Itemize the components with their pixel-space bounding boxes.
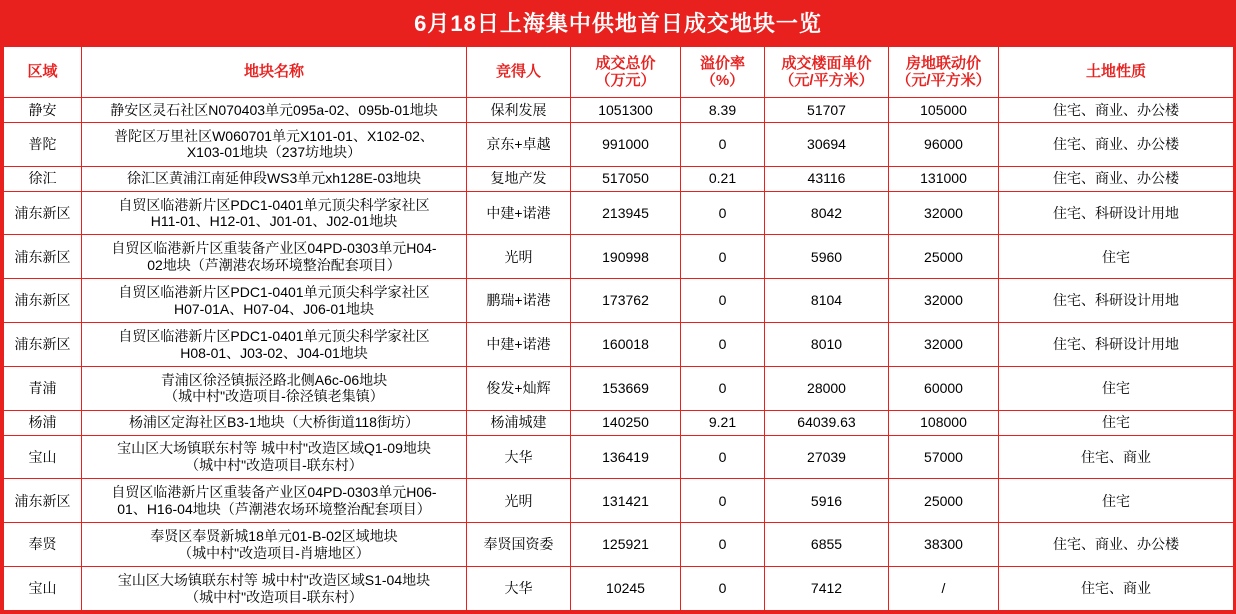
cell-total-price: 136419 bbox=[571, 435, 681, 479]
cell-buyer: 大华 bbox=[467, 435, 571, 479]
cell-region: 普陀 bbox=[4, 122, 82, 166]
cell-name-line2: （城中村"改造项目-联东村） bbox=[185, 588, 363, 605]
cell-buyer: 奉贤国资委 bbox=[467, 523, 571, 567]
column-header-link-price bbox=[889, 47, 999, 98]
cell-total-price: 190998 bbox=[571, 235, 681, 279]
cell-floor-price: 43116 bbox=[765, 166, 889, 191]
cell-link-price: / bbox=[889, 567, 999, 611]
table-header-row bbox=[4, 47, 1234, 98]
cell-link-price: 60000 bbox=[889, 366, 999, 410]
cell-name-line1: 青浦区徐泾镇振泾路北侧A6c-06地块 bbox=[160, 371, 388, 388]
cell-link-price: 108000 bbox=[889, 410, 999, 435]
cell-land-type: 住宅、商业 bbox=[999, 435, 1234, 479]
cell-name-line1: 自贸区临港新片区重装备产业区04PD-0303单元H06- bbox=[111, 484, 437, 501]
page-title: 6月18日上海集中供地首日成交地块一览 bbox=[3, 3, 1233, 46]
cell-total-price: 991000 bbox=[571, 122, 681, 166]
table-row bbox=[4, 523, 1234, 567]
cell-name-line1: 自贸区临港新片区PDC1-0401单元顶尖科学家社区 bbox=[118, 284, 430, 301]
cell-name bbox=[82, 479, 467, 523]
cell-floor-price: 7412 bbox=[765, 567, 889, 611]
cell-premium-rate: 9.21 bbox=[681, 410, 765, 435]
table-row bbox=[4, 191, 1234, 235]
cell-floor-price: 64039.63 bbox=[765, 410, 889, 435]
cell-region: 宝山 bbox=[4, 567, 82, 611]
cell-name-line2: （城中村"改造项目-徐泾镇老集镇） bbox=[164, 388, 384, 405]
cell-premium-rate: 0 bbox=[681, 323, 765, 367]
cell-link-price: 38300 bbox=[889, 523, 999, 567]
land-transaction-table bbox=[3, 46, 1234, 611]
cell-land-type: 住宅、科研设计用地 bbox=[999, 191, 1234, 235]
cell-total-price: 10245 bbox=[571, 567, 681, 611]
cell-name bbox=[82, 435, 467, 479]
cell-region: 杨浦 bbox=[4, 410, 82, 435]
table-header bbox=[4, 47, 1234, 98]
cell-total-price: 173762 bbox=[571, 279, 681, 323]
cell-land-type: 住宅、商业、办公楼 bbox=[999, 523, 1234, 567]
cell-land-type: 住宅 bbox=[999, 410, 1234, 435]
cell-name-line1: 自贸区临港新片区PDC1-0401单元顶尖科学家社区 bbox=[118, 327, 430, 344]
cell-name-line1: 徐汇区黄浦江南延伸段WS3单元xh128E-03地块 bbox=[126, 170, 422, 187]
cell-link-price: 57000 bbox=[889, 435, 999, 479]
cell-floor-price: 28000 bbox=[765, 366, 889, 410]
cell-name-line1: 宝山区大场镇联东村等 城中村"改造区域S1-04地块 bbox=[117, 572, 431, 588]
cell-buyer: 光明 bbox=[467, 235, 571, 279]
cell-name bbox=[82, 235, 467, 279]
cell-link-price: 105000 bbox=[889, 98, 999, 123]
cell-floor-price: 8042 bbox=[765, 191, 889, 235]
cell-name-line2: H08-01、J03-02、J04-01地块 bbox=[180, 344, 368, 361]
table-row bbox=[4, 323, 1234, 367]
table-row bbox=[4, 279, 1234, 323]
column-header-link-price-line2: （元/平方米） bbox=[896, 72, 991, 90]
column-header-land-type-line1: 土地性质 bbox=[1085, 63, 1146, 81]
cell-land-type: 住宅、科研设计用地 bbox=[999, 323, 1234, 367]
cell-buyer: 光明 bbox=[467, 479, 571, 523]
cell-premium-rate: 0 bbox=[681, 435, 765, 479]
table-row bbox=[4, 479, 1234, 523]
cell-name-line2: H11-01、H12-01、J01-01、J02-01地块 bbox=[150, 213, 398, 230]
cell-name bbox=[82, 166, 467, 191]
cell-premium-rate: 0 bbox=[681, 479, 765, 523]
cell-total-price: 153669 bbox=[571, 366, 681, 410]
cell-premium-rate: 0 bbox=[681, 523, 765, 567]
cell-name-line1: 自贸区临港新片区重装备产业区04PD-0303单元H04- bbox=[111, 240, 437, 257]
cell-name-line1: 杨浦区定海社区B3-1地块（大桥街道118街坊） bbox=[129, 414, 419, 431]
cell-link-price: 25000 bbox=[889, 235, 999, 279]
table-row bbox=[4, 410, 1234, 435]
cell-name-line2: （城中村"改造项目-联东村） bbox=[185, 456, 363, 473]
cell-land-type: 住宅 bbox=[999, 235, 1234, 279]
cell-name-line1: 静安区灵石社区N070403单元095a-02、095b-01地块 bbox=[110, 101, 438, 118]
cell-link-price: 32000 bbox=[889, 323, 999, 367]
cell-name bbox=[82, 98, 467, 123]
cell-land-type: 住宅、科研设计用地 bbox=[999, 279, 1234, 323]
cell-name-line1: 宝山区大场镇联东村等 城中村"改造区域Q1-09地块 bbox=[117, 440, 431, 457]
column-header-floor-price-line1: 成交楼面单价 bbox=[781, 54, 872, 72]
table-row bbox=[4, 567, 1234, 611]
cell-name bbox=[82, 410, 467, 435]
column-header-name-line1: 地块名称 bbox=[243, 63, 304, 81]
cell-link-price: 96000 bbox=[889, 122, 999, 166]
cell-total-price: 517050 bbox=[571, 166, 681, 191]
cell-total-price: 213945 bbox=[571, 191, 681, 235]
cell-region: 青浦 bbox=[4, 366, 82, 410]
cell-name bbox=[82, 567, 467, 611]
cell-name-line1: 自贸区临港新片区PDC1-0401单元顶尖科学家社区 bbox=[118, 196, 430, 213]
cell-name bbox=[82, 191, 467, 235]
table-row bbox=[4, 166, 1234, 191]
column-header-floor-price-line2: （元/平方米） bbox=[779, 72, 874, 90]
table-row bbox=[4, 122, 1234, 166]
cell-premium-rate: 0 bbox=[681, 567, 765, 611]
cell-buyer: 京东+卓越 bbox=[467, 122, 571, 166]
cell-buyer: 俊发+灿辉 bbox=[467, 366, 571, 410]
cell-region: 宝山 bbox=[4, 435, 82, 479]
cell-region: 浦东新区 bbox=[4, 479, 82, 523]
cell-buyer: 中建+诺港 bbox=[467, 191, 571, 235]
cell-buyer: 复地产发 bbox=[467, 166, 571, 191]
cell-link-price: 32000 bbox=[889, 191, 999, 235]
cell-name-line2: 02地块（芦潮港农场环境整治配套项目） bbox=[147, 256, 401, 273]
cell-floor-price: 8010 bbox=[765, 323, 889, 367]
cell-region: 浦东新区 bbox=[4, 191, 82, 235]
cell-name-line2: X103-01地块（237坊地块） bbox=[186, 144, 362, 161]
column-header-total-price bbox=[571, 47, 681, 98]
column-header-region bbox=[4, 47, 82, 98]
cell-land-type: 住宅、商业、办公楼 bbox=[999, 166, 1234, 191]
column-header-total-price-line2: （万元） bbox=[595, 72, 656, 90]
column-header-link-price-line1: 房地联动价 bbox=[905, 54, 981, 72]
cell-land-type: 住宅 bbox=[999, 366, 1234, 410]
cell-buyer: 鹏瑞+诺港 bbox=[467, 279, 571, 323]
cell-buyer: 中建+诺港 bbox=[467, 323, 571, 367]
cell-total-price: 1051300 bbox=[571, 98, 681, 123]
cell-total-price: 140250 bbox=[571, 410, 681, 435]
cell-premium-rate: 0 bbox=[681, 279, 765, 323]
cell-region: 浦东新区 bbox=[4, 279, 82, 323]
cell-region: 浦东新区 bbox=[4, 323, 82, 367]
cell-name-line2: H07-01A、H07-04、J06-01地块 bbox=[174, 300, 374, 317]
cell-floor-price: 5960 bbox=[765, 235, 889, 279]
cell-floor-price: 27039 bbox=[765, 435, 889, 479]
cell-land-type: 住宅、商业 bbox=[999, 567, 1234, 611]
table-row bbox=[4, 98, 1234, 123]
cell-region: 徐汇 bbox=[4, 166, 82, 191]
cell-name bbox=[82, 122, 467, 166]
column-header-premium-rate bbox=[681, 47, 765, 98]
cell-name bbox=[82, 366, 467, 410]
cell-link-price: 32000 bbox=[889, 279, 999, 323]
cell-name bbox=[82, 523, 467, 567]
cell-floor-price: 5916 bbox=[765, 479, 889, 523]
cell-total-price: 131421 bbox=[571, 479, 681, 523]
cell-premium-rate: 0 bbox=[681, 191, 765, 235]
table-body bbox=[4, 98, 1234, 611]
cell-name-line2: 01、H16-04地块（芦潮港农场环境整治配套项目） bbox=[117, 500, 431, 517]
cell-floor-price: 51707 bbox=[765, 98, 889, 123]
cell-region: 静安 bbox=[4, 98, 82, 123]
column-header-premium-rate-line2: （%） bbox=[700, 72, 745, 90]
cell-floor-price: 8104 bbox=[765, 279, 889, 323]
cell-land-type: 住宅、商业、办公楼 bbox=[999, 122, 1234, 166]
cell-premium-rate: 0 bbox=[681, 122, 765, 166]
cell-region: 浦东新区 bbox=[4, 235, 82, 279]
column-header-land-type bbox=[999, 47, 1234, 98]
cell-land-type: 住宅 bbox=[999, 479, 1234, 523]
column-header-buyer-line1: 竞得人 bbox=[495, 63, 541, 81]
cell-name-line2: （城中村"改造项目-肖塘地区） bbox=[178, 544, 370, 561]
cell-floor-price: 6855 bbox=[765, 523, 889, 567]
cell-link-price: 131000 bbox=[889, 166, 999, 191]
table-row bbox=[4, 435, 1234, 479]
column-header-total-price-line1: 成交总价 bbox=[595, 54, 656, 72]
cell-link-price: 25000 bbox=[889, 479, 999, 523]
cell-premium-rate: 0 bbox=[681, 235, 765, 279]
cell-total-price: 125921 bbox=[571, 523, 681, 567]
cell-premium-rate: 8.39 bbox=[681, 98, 765, 123]
cell-total-price: 160018 bbox=[571, 323, 681, 367]
column-header-premium-rate-line1: 溢价率 bbox=[699, 54, 745, 72]
cell-region: 奉贤 bbox=[4, 523, 82, 567]
column-header-name bbox=[82, 47, 467, 98]
column-header-buyer bbox=[467, 47, 571, 98]
cell-premium-rate: 0.21 bbox=[681, 166, 765, 191]
cell-name-line1: 奉贤区奉贤新城18单元01-B-02区域地块 bbox=[150, 528, 398, 545]
cell-premium-rate: 0 bbox=[681, 366, 765, 410]
cell-buyer: 保利发展 bbox=[467, 98, 571, 123]
table-row bbox=[4, 235, 1234, 279]
cell-buyer: 杨浦城建 bbox=[467, 410, 571, 435]
cell-floor-price: 30694 bbox=[765, 122, 889, 166]
column-header-region-line1: 区域 bbox=[27, 63, 58, 81]
column-header-floor-price bbox=[765, 47, 889, 98]
cell-buyer: 大华 bbox=[467, 567, 571, 611]
table-row bbox=[4, 366, 1234, 410]
cell-name-line1: 普陀区万里社区W060701单元X101-01、X102-02、 bbox=[114, 127, 434, 144]
cell-name bbox=[82, 279, 467, 323]
cell-name bbox=[82, 323, 467, 367]
cell-land-type: 住宅、商业、办公楼 bbox=[999, 98, 1234, 123]
